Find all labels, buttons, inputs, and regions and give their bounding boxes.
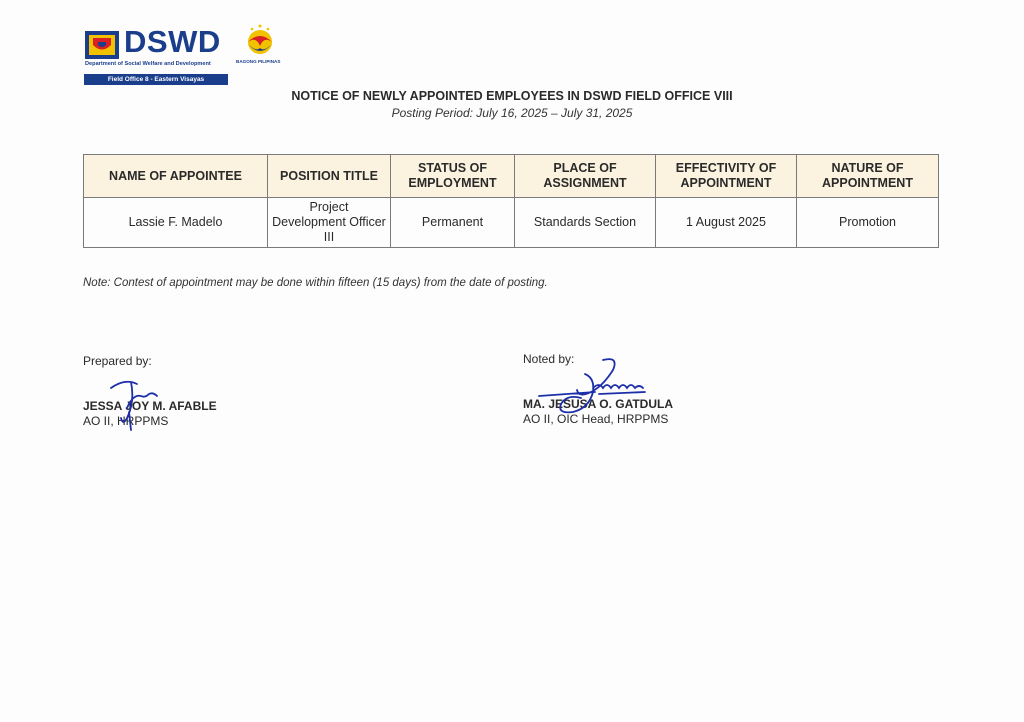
preparer-name: JESSA JOY M. AFABLE [83,399,217,413]
document-title: NOTICE OF NEWLY APPOINTED EMPLOYEES IN DSWD FIELD OFFICE VIII [291,89,733,103]
noter-name: MA. JESUSA O. GATDULA [523,397,674,411]
header-nature: NATURE OF APPOINTMENT [797,155,939,198]
table-row [84,198,939,248]
dswd-logo [84,24,294,88]
appointees-table [83,154,939,248]
preparer-position: AO II, HRPPMS [83,414,169,428]
posting-period: Posting Period: July 16, 2025 – July 31, 2025 [391,106,633,120]
noted-by-block [523,352,823,442]
header-position: POSITION TITLE [268,155,391,198]
prepared-by-block [83,354,383,444]
contest-note: Note: Contest of appointment may be done within fifteen (15 days) from the date of posting. [83,277,548,289]
preparer-signature-icon [105,368,165,432]
table-header-row [84,155,939,198]
header-place: PLACE OF ASSIGNMENT [515,155,656,198]
dswd-emblem-icon [84,30,120,60]
cell-position: Project Development Officer III [268,198,391,248]
header-name: NAME OF APPOINTEE [84,155,268,198]
bagong-pilipinas-seal-icon [240,22,280,60]
noted-by-label: Noted by: [523,352,575,366]
field-office-bar: Field Office 8 - Eastern Visayas [84,74,228,85]
logo-wordmark: DSWD [124,24,221,59]
prepared-by-label: Prepared by: [83,354,152,368]
bagong-pilipinas-label: BAGONG PILIPINAS [236,59,281,64]
noter-position: AO II, OIC Head, HRPPMS [523,412,669,426]
cell-status: Permanent [391,198,515,248]
cell-place: Standards Section [515,198,656,248]
cell-name: Lassie F. Madelo [84,198,268,248]
cell-effectivity: 1 August 2025 [656,198,797,248]
department-name: Department of Social Welfare and Development [85,61,211,67]
header-status: STATUS OF EMPLOYMENT [391,155,515,198]
header-effectivity: EFFECTIVITY OF APPOINTMENT [656,155,797,198]
cell-nature: Promotion [797,198,939,248]
noter-signature-icon [533,352,653,424]
